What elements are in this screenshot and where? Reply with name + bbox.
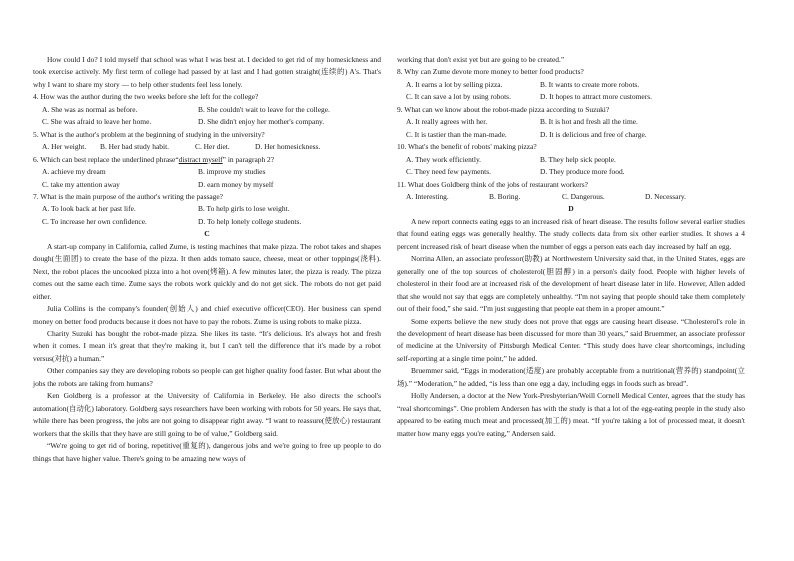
option-a[interactable]: A. achieve my dream [42, 167, 106, 177]
option-d[interactable]: D. They produce more food. [540, 167, 625, 177]
question-5-stem: 5. What is the author's problem at the beginning of studying in the university? [33, 129, 265, 139]
paragraph-d2: Norrina Allen, an associate professor(助教) at Northwestern University said that, in the United States, eggs are generally one of the top sources of cholesterol(胆固醇) in a person's daily food. People with higher levels of cholesterol in their food are at increased risk of the development of heart disease later in life. However, Allen added that she would not say that eggs are completely unhealthy. “I'm not saying that people should take them completely out of their food,” she said. “I'm just suggesting that people eat them in a proper amount.” [397, 254, 745, 314]
paragraph-c3: Charity Suzuki has bought the robot-made pizza. She likes its taste. “It's delicious. It's always hot and fresh when it comes. I mean it's great that they're making it, but I can't tell the difference that it's made by a robot versus(对抗) a human.” [33, 328, 381, 363]
option-c[interactable]: C. take my attention away [42, 179, 120, 189]
question-9-options-row1 [397, 116, 745, 128]
section-heading-c: C [204, 229, 210, 239]
option-a[interactable]: A. Her weight. [42, 142, 87, 152]
option-d[interactable]: D. earn money by myself [198, 179, 274, 189]
question-6-stem-post: ” in paragraph 2? [222, 154, 275, 164]
option-b[interactable]: B. To help girls to lose weight. [198, 204, 290, 214]
option-a[interactable]: A. Interesting. [406, 191, 449, 201]
question-6-stem [33, 154, 381, 166]
paragraph-d4: Bruemmer said, “Eggs in moderation(适度) are probably acceptable from a nutritional(营养的) standpoint(立场).” “Moderation,” he added, “is less than one egg a day, including eggs in foods such as bread”. [397, 366, 745, 388]
option-d[interactable]: D. Necessary. [645, 191, 687, 201]
question-6-stem-pre: 6. Which can best replace the underlined phrase“ [33, 154, 179, 164]
left-column [33, 54, 381, 465]
paragraph-c5: Ken Goldberg is a professor at the University of California in Berkeley. He also directs the school's automation(自动化) laboratory. Goldberg says researchers have been working with robots for 50 years. He says that, while there has been progress, the jobs are not going to disappear right away. “I want to reassure(使放心) restaurant workers that the skills that they have are still going to be of value,” Goldberg said. [33, 391, 381, 438]
question-4-options-row2 [33, 116, 381, 128]
option-c[interactable]: C. She was afraid to leave her home. [42, 117, 152, 127]
question-11-options [397, 191, 745, 203]
question-7-options-row1 [33, 203, 381, 215]
option-c[interactable]: C. To increase her own confidence. [42, 216, 147, 226]
option-d[interactable]: D. To help lonely college students. [198, 216, 302, 226]
section-heading-d: D [568, 204, 574, 214]
option-a[interactable]: A. To look back at her past life. [42, 204, 136, 214]
option-b[interactable]: B. It wants to create more robots. [540, 79, 640, 89]
paragraph-intro: How could I do? I told myself that school was what I was best at. I decided to get rid of my homesickness and took exercise actively. My first term of college had passed by at last and I had gotten straight(连续的) A's. That's why I want to share my story — to help other students feel less lonely. [33, 55, 381, 89]
paragraph-d1: A new report connects eating eggs to an increased risk of heart disease. The results follow several earlier studies that found eating eggs was generally healthy. The study collects data from six other earlier studies. It shows a 4 percent increased risk of heart disease when the number of eggs a person eats each day increased by half an egg. [397, 216, 745, 251]
right-column [397, 54, 745, 440]
question-10-options-row2 [397, 166, 745, 178]
option-a[interactable]: A. It really agrees with her. [406, 117, 488, 127]
option-c[interactable]: C. They need few payments. [406, 167, 491, 177]
option-d[interactable]: D. It hopes to attract more customers. [540, 92, 652, 102]
question-7-stem: 7. What is the main purpose of the author's writing the passage? [33, 191, 223, 201]
option-d[interactable]: D. She didn't enjoy her mother's company. [198, 117, 325, 127]
question-11-stem: 11. What does Goldberg think of the jobs of restaurant workers? [397, 179, 588, 189]
option-b[interactable]: B. She couldn't wait to leave for the college. [198, 104, 330, 114]
option-d[interactable]: D. It is delicious and free of charge. [540, 129, 647, 139]
question-9-options-row2 [397, 129, 745, 141]
question-4-stem: 4. How was the author during the two weeks before she left for the college? [33, 92, 259, 102]
question-10-options-row1 [397, 154, 745, 166]
option-b[interactable]: B. It is hot and fresh all the time. [540, 117, 638, 127]
paragraph-c2: Julia Collins is the company's founder(创始人) and chief executive officer(CEO). Her business can spend money on better food products because it does not have to pay the robots. Zume is using robots to make pizza. [33, 304, 381, 326]
underlined-phrase: distract myself [178, 154, 223, 164]
question-4-options-row1 [33, 104, 381, 116]
option-c[interactable]: C. Her diet. [195, 142, 230, 152]
paragraph-d5: Holly Andersen, a doctor at the New York-Presbyterian/Weill Cornell Medical Center, agrees that the study has “real shortcomings”. One problem Andersen has with the study is that a lot of the egg-eating people in the study also appeared to be eating much meat and processed(加工的) meat. “If you're taking a lot of processed meat, it doesn't matter how many eggs you're eating,” Andersen said. [397, 391, 745, 438]
question-8-options-row2 [397, 91, 745, 103]
question-6-options-row1 [33, 166, 381, 178]
paragraph-c1: A start-up company in California, called Zume, is testing machines that make pizza. The robot takes and shapes dough(生面团) to create the base of the pizza. It then adds tomato sauce, cheese, meat or other toppings(浇料). Next, the robot places the uncooked pizza into a hot oven(烤箱). A few minutes later, the pizza is ready. The pizza comes out the same each time. Zume says the robots work quickly and do not get sick. The robots do not get paid either. [33, 241, 381, 301]
question-8-stem: 8. Why can Zume devote more money to better food products? [397, 67, 584, 77]
option-c[interactable]: C. It is tastier than the man-made. [406, 129, 507, 139]
option-c[interactable]: C. Dangerous. [562, 191, 605, 201]
paragraph-d3: Some experts believe the new study does not prove that eggs are causing heart disease. “Cholesterol's role in the development of heart disease has been discussed for more than 30 years,” said Bruemmer, an associate professor of medicine at the University of Pittsburgh Medical Center. “This study does have clear shortcomings, including self-reporting at a single time point,” he added. [397, 316, 745, 363]
question-7-options-row2 [33, 216, 381, 228]
paragraph-c6: “We're going to get rid of boring, repetitive(重复的), dangerous jobs and we're going to free up people to do things that have higher value. There's going to be amazing new ways of [33, 441, 381, 463]
option-d[interactable]: D. Her homesickness. [255, 142, 321, 152]
question-8-options-row1 [397, 79, 745, 91]
question-5-options [33, 141, 381, 153]
option-a[interactable]: A. She was as normal as before. [42, 104, 138, 114]
paragraph-c6-continued: working that don't exist yet but are going to be created.” [397, 55, 565, 64]
paragraph-c4: Other companies say they are developing robots so people can get higher quality food faster. But what about the jobs the robots are taking from humans? [33, 366, 381, 388]
question-6-options-row2 [33, 179, 381, 191]
option-a[interactable]: A. It earns a lot by selling pizza. [406, 79, 503, 89]
option-c[interactable]: C. It can save a lot by using robots. [406, 92, 511, 102]
option-a[interactable]: A. They work efficiently. [406, 154, 482, 164]
option-b[interactable]: B. Her bad study habit. [100, 142, 169, 152]
question-10-stem: 10. What's the benefit of robots' making pizza? [397, 142, 537, 152]
option-b[interactable]: B. Boring. [489, 191, 521, 201]
option-b[interactable]: B. They help sick people. [540, 154, 616, 164]
question-9-stem: 9. What can we know about the robot-made pizza according to Suzuki? [397, 104, 610, 114]
option-b[interactable]: B. improve my studies [198, 167, 266, 177]
